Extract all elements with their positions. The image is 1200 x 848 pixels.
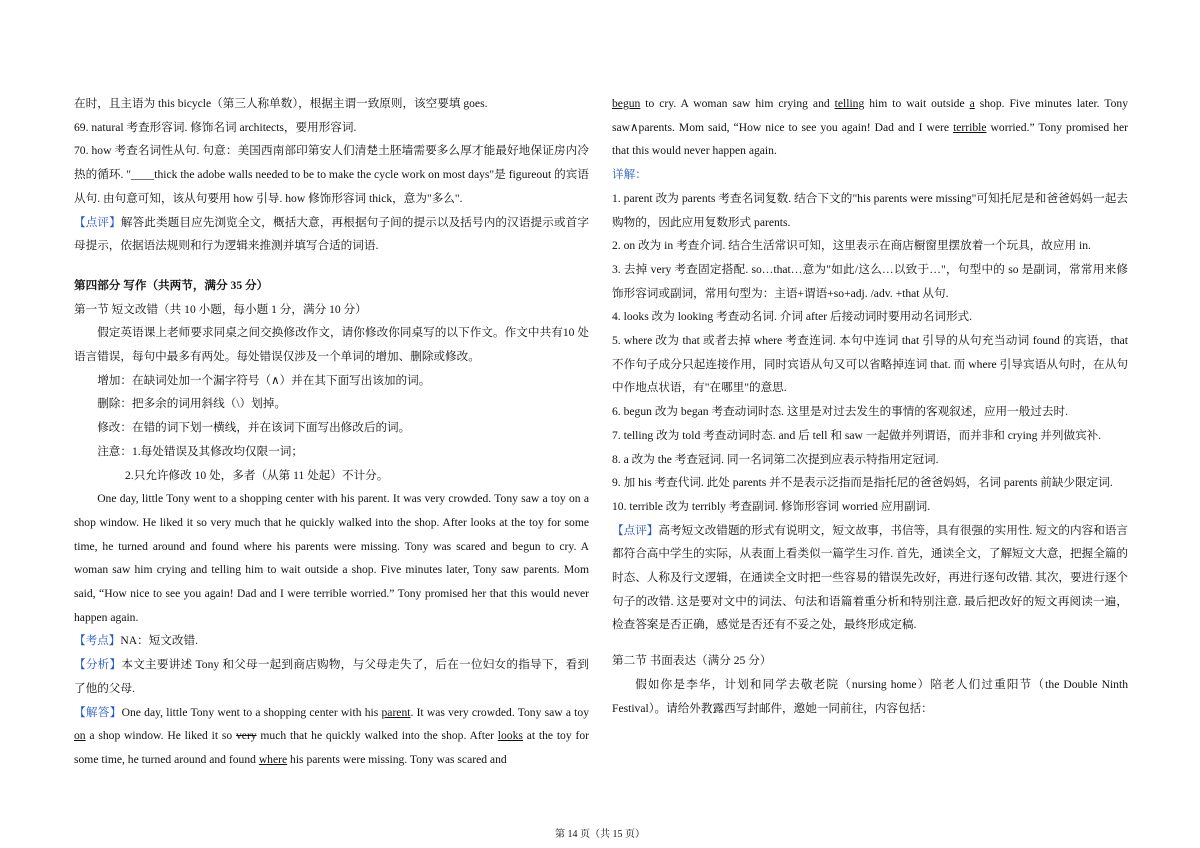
instructions: 假定英语课上老师要求同桌之间交换修改作文，请你修改你同桌写的以下作文。作文中共有10 处语言错误，每句中最多有两处。每处错误仅涉及一个单词的增加、删除或修改。 [74,326,589,364]
jieda: 【解答】One day, little Tony went to a shopping center with his parent. It was very crowded. Tony saw a toy on a shop window. He liked it so very much that he quickly walked into the shop. After looks at the toy for some time, he turned around and found where his parents were missing. Tony was scared and [74,705,589,766]
detail-6: 6. begun 改为 began 考查动词时态. 这里是对过去发生的事情的客观叙述，应用一般过去时. [612,405,1069,419]
note-1: 注意：1.每处错误及其修改均仅限一词； [97,444,303,458]
marked-word: terrible [953,120,987,134]
detail-5: 5. where 改为 that 或者去掉 where 考查连词. 本句中连词 that 引导的从句充当动词 found 的宾语，that 不作句子成分只起连接作用，同时宾语从句又可以省略掉连词 that. 而 where 引导宾语从句时，在从句中作地点状语，有"在哪里"的意思. [612,334,1128,395]
marked-word: a [969,97,975,110]
section-heading: 第四部分 写作（共两节，满分 35 分） [74,278,269,292]
instruction-modify: 修改：在错的词下划一横线，并在该词下面写出修改后的词。 [97,421,411,435]
detail-10: 10. terrible 改为 terribly 考查副词. 修饰形容词 worried 应用副词. [612,499,931,513]
right-column [612,92,1128,720]
instruction-add: 增加：在缺词处加一个漏字符号（∧）并在其下面写出该加的词。 [97,373,431,387]
answer-69: 69. natural 考查形容词. 修饰名词 architects，要用形容词. [74,120,357,134]
kaodian: 【考点】NA：短文改错. [74,634,199,648]
marked-word: looks [497,729,523,743]
jieda-tag: 【解答】 [74,705,122,719]
marked-word: where [258,752,288,766]
subsection-heading: 第一节 短文改错（共 10 小题，每小题 1 分，满分 10 分） [74,302,367,316]
answer-70: 70. how 考查名词性从句. 句意：美国西南部印第安人们清楚土胚墙需要多么厚才能最好地保证房内冷热的循环. "____thick the adobe walls needed to be to make the cycle work on most days"是 figureout 的宾语从句. 由句意可知，该从句要用 how 引导. how 修饰形容词 thick，意为"多么". [74,144,589,205]
fenxi-tag: 【分析】 [74,658,122,672]
note-2: 2.只允许修改 10 处，多者（从第 11 处起）不计分。 [125,468,389,482]
fenxi: 【分析】本文主要讲述 Tony 和父母一起到商店购物，与父母走失了，后在一位妇女的指导下，看到了他的父母. [74,658,589,695]
writing-prompt: 假如你是李华，计划和同学去敬老院（nursing home）陪老人们过重阳节（the Double Ninth Festival）。请给外教露西写封邮件，邀她一同前往，内容包括： [612,677,1128,715]
marked-word: on [74,729,86,743]
passage: One day, little Tony went to a shopping center with his parent. It was very crowded. Tony saw a toy on a shop window. He liked it so very much that he quickly walked into the shop. After looks at the toy for some time, he turned around and found where his parents were missing. Tony was scared and begun to cry. A woman saw him crying and telling him to wait outside a shop. Five minutes later, Tony saw parents. Mom said, “How nice to see you again! Dad and I were terrible worried.” Tony promised her that this would never happen again. [74,492,589,624]
comment-tag: 【点评】 [612,523,659,537]
marked-word: telling [834,97,865,110]
detail-3: 3. 去掉 very 考查固定搭配. so…that…意为"如此/这么…以致于…"，句型中的 so 是副词，常常用来修饰形容词或副词，常用句型为：主语+谓语+so+adj. /adv. +that 从句. [612,262,1128,300]
answer-line: 在时，且主语为 this bicycle（第三人称单数），根据主谓一致原则，该空要填 goes. [74,97,488,110]
jieda-continued: begun to cry. A woman saw him crying and telling him to wait outside a shop. Five minutes later. Tony saw∧parents. Mom said, “How nice to see you again! Dad and I were terrible worried.” Tony promised her that this would never happen again. [612,97,1129,158]
detail-1: 1. parent 改为 parents 考查名词复数. 结合下文的"his parents were missing"可知托尼是和爸爸妈妈一起去购物的，因此应用复数形式 parents. [612,191,1128,229]
marked-word: begun [612,97,641,110]
deleted-word: very [236,729,257,743]
marked-word: parent [381,705,411,719]
detail-8: 8. a 改为 the 考查冠词. 同一名词第二次提到应表示特指用定冠词. [612,452,939,466]
detail-9: 9. 加 his 考查代词. 此处 parents 并不是表示泛指而是指托尼的爸爸妈妈，名词 parents 前缺少限定词. [612,476,1113,490]
detail-2: 2. on 改为 in 考查介词. 结合生活常识可知，这里表示在商店橱窗里摆放着一个玩具，故应用 in. [612,239,1091,253]
detail-4: 4. looks 改为 looking 考查动名词. 介词 after 后接动词时要用动名词形式. [612,310,973,324]
page-number: 第 14 页（共 15 页） [555,829,645,840]
detail-7: 7. telling 改为 told 考查动词时态. and 后 tell 和 saw 一起做并列谓语，而并非和 crying 并列做宾补. [612,428,1102,442]
left-column [74,92,589,772]
comment-paragraph: 【点评】解答此类题目应先浏览全文，概括大意，再根据句子间的提示以及括号内的汉语提示或首字母提示，依据语法规则和行为逻辑来推测并填写合适的词语. [74,215,589,253]
comment-paragraph: 【点评】高考短文改错题的形式有说明文，短文故事，书信等，具有很强的实用性. 短文的内容和语言都符合高中学生的实际，从表面上看类似一篇学生习作. 首先，通读全文，了解短文大意，把握全篇的时态、人称及行文逻辑，在通读全文时把一些容易的错误先改好，再进行逐句改错. 其次，要进行逐个句子的改错. 这是要对文中的词法、句法和语篇着重分析和特别注意. 最后把改好的短文再阅读一遍，检查答案是否正确，感觉是否还有不妥之处，最终形成定稿. [612,523,1128,632]
subsection-heading: 第二节 书面表达（满分 25 分） [612,654,772,668]
xiangjie-heading: 详解： [612,168,647,182]
kaodian-tag: 【考点】 [74,634,121,648]
instruction-delete: 删除：把多余的词用斜线（\）划掉。 [97,397,286,411]
comment-tag: 【点评】 [74,215,121,229]
